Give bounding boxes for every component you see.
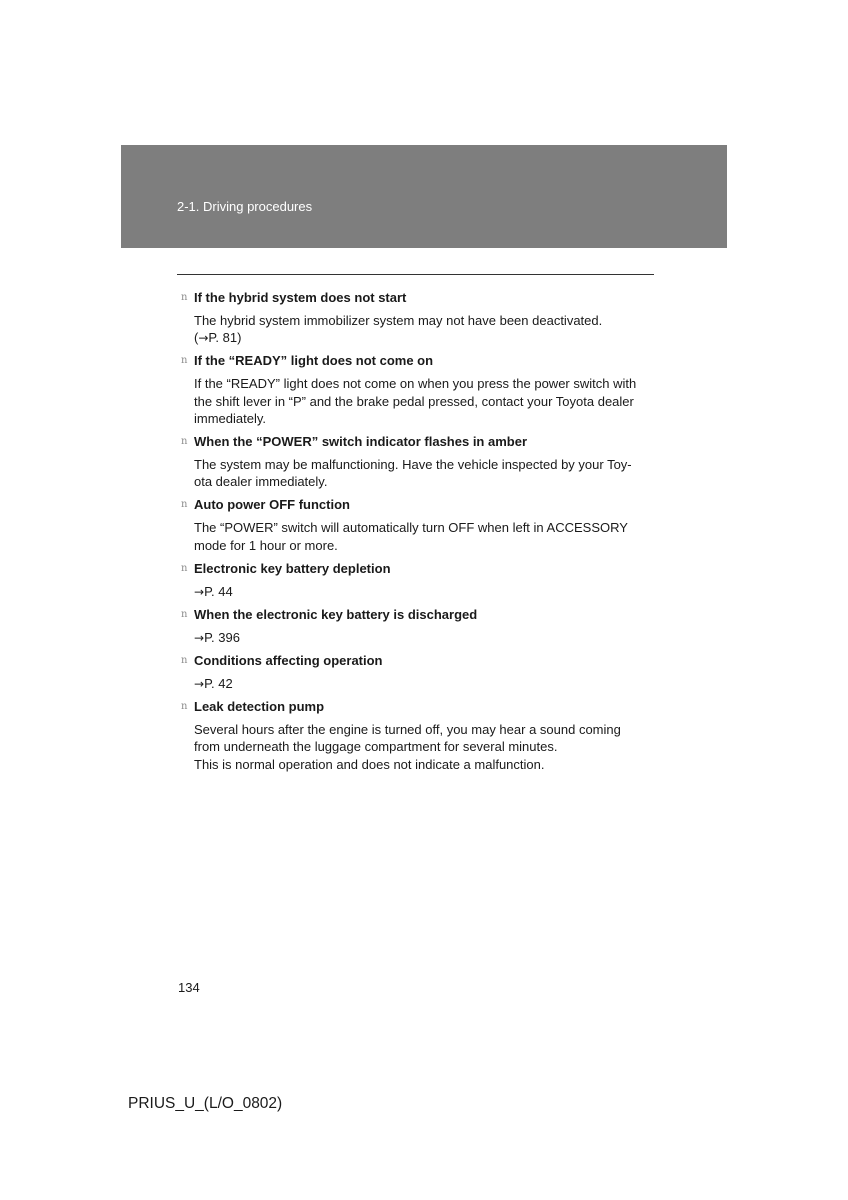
item-body	[194, 629, 654, 646]
body-line: This is normal operation and does not indicate a malfunction.	[194, 756, 545, 772]
body-line: the shift lever in “P” and the brake pedal pressed, contact your Toyota dealer	[194, 393, 634, 409]
section-divider	[177, 274, 654, 275]
bullet-icon: n	[181, 499, 188, 511]
body-line	[194, 583, 654, 600]
body-line	[194, 329, 654, 346]
item-body	[194, 583, 654, 600]
section-title: 2-1. Driving procedures	[177, 199, 313, 214]
page-reference[interactable]: P. 42	[204, 676, 233, 692]
item-heading	[178, 652, 654, 669]
item-heading-text: Auto power OFF function	[194, 497, 350, 513]
page-reference[interactable]: P. 44	[204, 583, 233, 599]
arrow-icon: →	[194, 630, 205, 645]
arrow-icon: →	[194, 584, 205, 599]
list-item	[178, 352, 654, 427]
content-column	[178, 289, 654, 773]
item-heading-text: If the hybrid system does not start	[194, 290, 407, 305]
body-line: immediately.	[194, 410, 267, 426]
document-code: PRIUS_U_(L/O_0802)	[128, 1095, 283, 1112]
arrow-icon: →	[198, 331, 209, 346]
item-heading	[178, 289, 654, 306]
body-line: from underneath the luggage compartment for several minutes.	[194, 739, 558, 755]
item-heading-text: Electronic key battery depletion	[194, 560, 391, 576]
bullet-icon: n	[181, 655, 188, 667]
item-heading-text: Leak detection pump	[194, 699, 325, 715]
item-heading	[178, 433, 654, 450]
header-band	[121, 145, 727, 248]
item-heading	[178, 560, 654, 577]
item-heading	[178, 496, 654, 513]
body-line: Several hours after the engine is turned off, you may hear a sound coming	[194, 722, 621, 738]
list-item	[178, 433, 654, 490]
item-heading	[178, 352, 654, 369]
body-line: The system may be malfunctioning. Have the vehicle inspected by your Toy-	[194, 456, 632, 472]
bullet-icon: n	[181, 355, 188, 367]
item-body	[194, 675, 654, 692]
bullet-icon: n	[181, 292, 188, 303]
body-line: The “POWER” switch will automatically turn OFF when left in ACCESSORY	[194, 520, 628, 536]
item-heading-text: Conditions affecting operation	[194, 653, 383, 669]
bullet-icon: n	[181, 701, 188, 713]
list-item	[178, 698, 654, 773]
bullet-icon: n	[181, 608, 188, 620]
list-item	[178, 496, 654, 553]
item-heading	[178, 698, 654, 715]
body-line: mode for 1 hour or more.	[194, 537, 338, 553]
body-line: ota dealer immediately.	[194, 474, 328, 490]
list-item	[178, 560, 654, 600]
bullet-icon: n	[181, 562, 188, 574]
body-line	[194, 675, 654, 692]
page-reference[interactable]: P. 81)	[208, 330, 242, 346]
body-line	[194, 629, 654, 646]
item-body	[194, 519, 654, 553]
item-heading	[178, 606, 654, 623]
item-body	[194, 312, 654, 346]
item-heading-text: When the electronic key battery is discharged	[194, 606, 478, 622]
page-number: 134	[178, 980, 200, 995]
list-item	[178, 289, 654, 346]
list-item	[178, 652, 654, 692]
page-reference[interactable]: P. 396	[204, 629, 240, 645]
list-item	[178, 606, 654, 646]
arrow-icon: →	[194, 677, 205, 692]
bullet-icon: n	[181, 435, 188, 447]
item-heading-text: If the “READY” light does not come on	[194, 353, 434, 369]
paren-open: (	[194, 330, 199, 346]
body-line: The hybrid system immobilizer system may not have been deactivated.	[194, 313, 603, 328]
body-line: If the “READY” light does not come on when you press the power switch with	[194, 376, 637, 392]
item-heading-text: When the “POWER” switch indicator flashes in amber	[194, 433, 527, 449]
item-body	[194, 721, 654, 773]
item-body	[194, 456, 654, 490]
item-body	[194, 375, 654, 427]
